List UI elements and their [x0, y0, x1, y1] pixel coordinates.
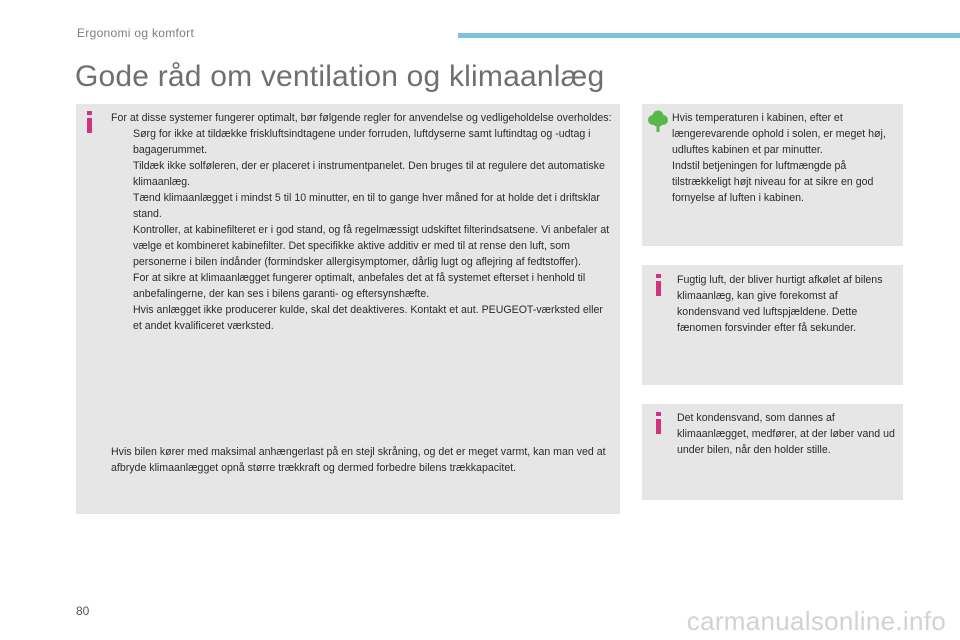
info-icon	[656, 412, 661, 434]
eco-tip-paragraph: Indstil betjeningen for luftmængde på tilstrækkeligt højt niveau for at sikre en god fornyelse af luften i kabinen.	[672, 160, 874, 204]
trailer-note: Hvis bilen kører med maksimal anhængerlast på en stejl skråning, og det er meget varmt, kan man ved at afbryde klimaanlægget opnå større trækkraft og dermed forbedre bilens trækkapacitet.	[111, 446, 606, 474]
bullet-list	[111, 126, 613, 334]
condensation-info-text: Fugtig luft, der bliver hurtigt afkølet af bilens klimaanlæg, kan give forekomst af kondensvand ved luftspjældene. Dette fænomen forsvinder efter få sekunder.	[677, 274, 883, 334]
main-info-text	[111, 110, 613, 334]
main-intro: For at disse systemer fungerer optimalt, bør følgende regler for anvendelse og vedligeholdelse overholdes:	[111, 112, 612, 124]
water-drip-info-text: Det kondensvand, som dannes af klimaanlægget, medfører, at der løber vand ud under bilen, når den holder stille.	[677, 412, 895, 456]
page-number: 80	[76, 604, 90, 618]
tree-icon	[648, 110, 668, 132]
list-item: Hvis anlægget ikke producerer kulde, skal det deaktiveres. Kontakt et aut. PEUGEOT-værksted eller et andet kvalificeret værksted.	[133, 304, 603, 332]
watermark: carmanualsonline.info	[686, 606, 946, 636]
eco-tip-text	[672, 110, 894, 206]
page-title: Gode råd om ventilation og klimaanlæg	[75, 60, 605, 93]
list-item: Tænd klimaanlægget i mindst 5 til 10 minutter, en til to gange hver måned for at holde det i driftsklar stand.	[133, 192, 600, 220]
list-item: Kontroller, at kabinefilteret er i god stand, og få regelmæssigt udskiftet filterindsatsene. Vi anbefaler at vælge et kombineret kabinefilter. Det specifikke aktive additiv er med til at rense den luft, som personerne i bilen indånder (formindsker allergisymptomer, dårlig lugt og aflejring af fedtstoffer).	[133, 224, 610, 268]
section-title: Ergonomi og komfort	[77, 26, 195, 40]
info-icon	[656, 274, 661, 296]
header-accent-bar	[458, 33, 960, 38]
list-item: Sørg for ikke at tildække friskluftsindtagene under forruden, luftdyserne samt luftindtag og -udtag i bagagerummet.	[133, 128, 591, 156]
info-icon	[87, 111, 92, 133]
eco-tip-paragraph: Hvis temperaturen i kabinen, efter et længerevarende ophold i solen, er meget høj, udluftes kabinen et par minutter.	[672, 112, 886, 156]
list-item: Tildæk ikke solføleren, der er placeret i instrumentpanelet. Den bruges til at regulere det automatiske klimaanlæg.	[133, 160, 605, 188]
list-item: For at sikre at klimaanlægget fungerer optimalt, anbefales det at få systemet efterset i henhold til anbefalingerne, der kan ses i bilens garanti- og eftersynshæfte.	[133, 272, 586, 300]
